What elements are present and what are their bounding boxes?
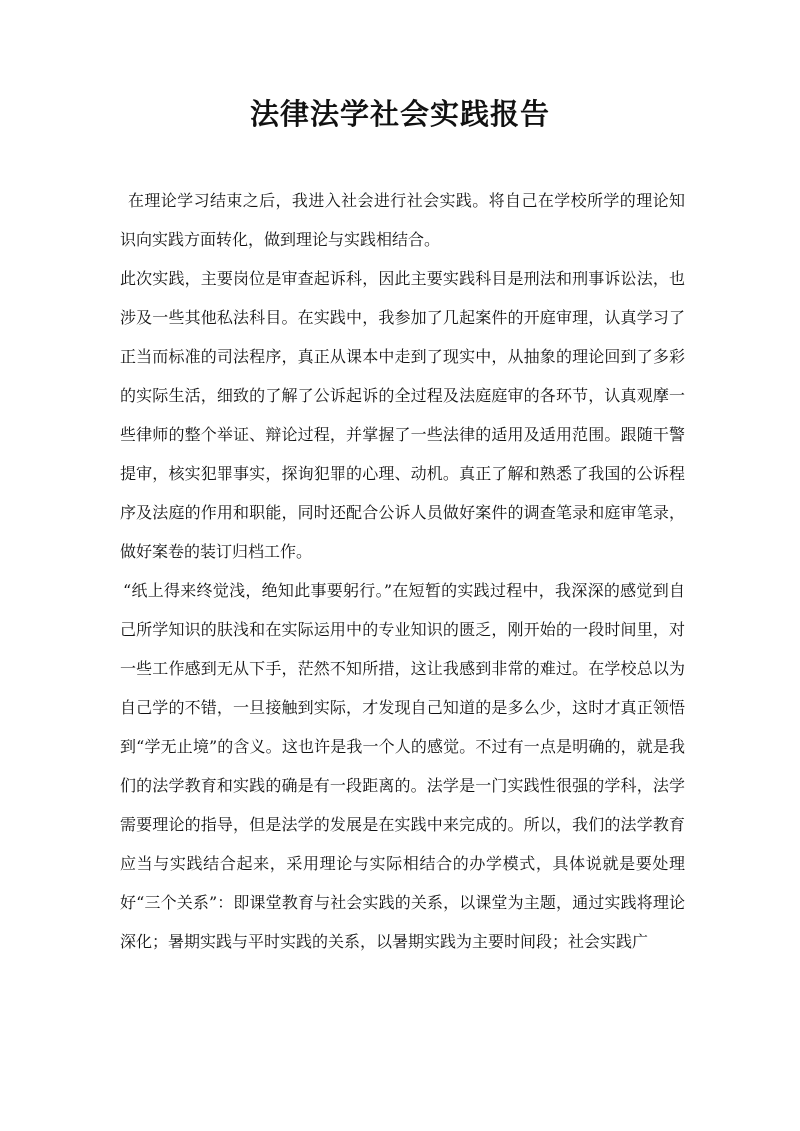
document-body bbox=[120, 181, 685, 961]
paragraph-reflection: “纸上得来终觉浅，绝知此事要躬行。”在短暂的实践过程中，我深深的感觉到自己所学知识的肤浅和在实际运用中的专业知识的匮乏，刚开始的一段时间里，对一些工作感到无从下手，茫然不知所措，这让我感到非常的难过。在学校总以为自己学的不错，一旦接触到实际，才发现自己知道的是多么少，这时才真正领悟到“学无止境”的含义。这也许是我一个人的感觉。不过有一点是明确的，就是我们的法学教育和实践的确是有一段距离的。法学是一门实践性很强的学科，法学需要理论的指导，但是法学的发展是在实践中来完成的。所以，我们的法学教育应当与实践结合起来，采用理论与实际相结合的办学模式，具体说就是要处理好“三个关系”：即课堂教育与社会实践的关系，以课堂为主题，通过实践将理论深化；暑期实践与平时实践的关系，以暑期实践为主要时间段；社会实践广 bbox=[120, 581, 685, 951]
paragraph-practice-details: 此次实践，主要岗位是审查起诉科，因此主要实践科目是刑法和刑事诉讼法，也涉及一些其他私法科目。在实践中，我参加了几起案件的开庭审理，认真学习了正当而标准的司法程序，真正从课本中走到了现实中，从抽象的理论回到了多彩的实际生活，细致的了解了公诉起诉的全过程及法庭庭审的各环节，认真观摩一些律师的整个举证、辩论过程，并掌握了一些法律的适用及适用范围。跟随干警提审，核实犯罪事实，探询犯罪的心理、动机。真正了解和熟悉了我国的公诉程序及法庭的作用和职能，同时还配合公诉人员做好案件的调查笔录和庭审笔录，做好案卷的装订归档工作。 bbox=[120, 269, 685, 561]
document-title: 法律法学社会实践报告 bbox=[249, 97, 550, 131]
paragraph-intro: 在理论学习结束之后，我进入社会进行社会实践。将自己在学校所学的理论知识向实践方面转化，做到理论与实践相结合。 bbox=[120, 191, 685, 249]
